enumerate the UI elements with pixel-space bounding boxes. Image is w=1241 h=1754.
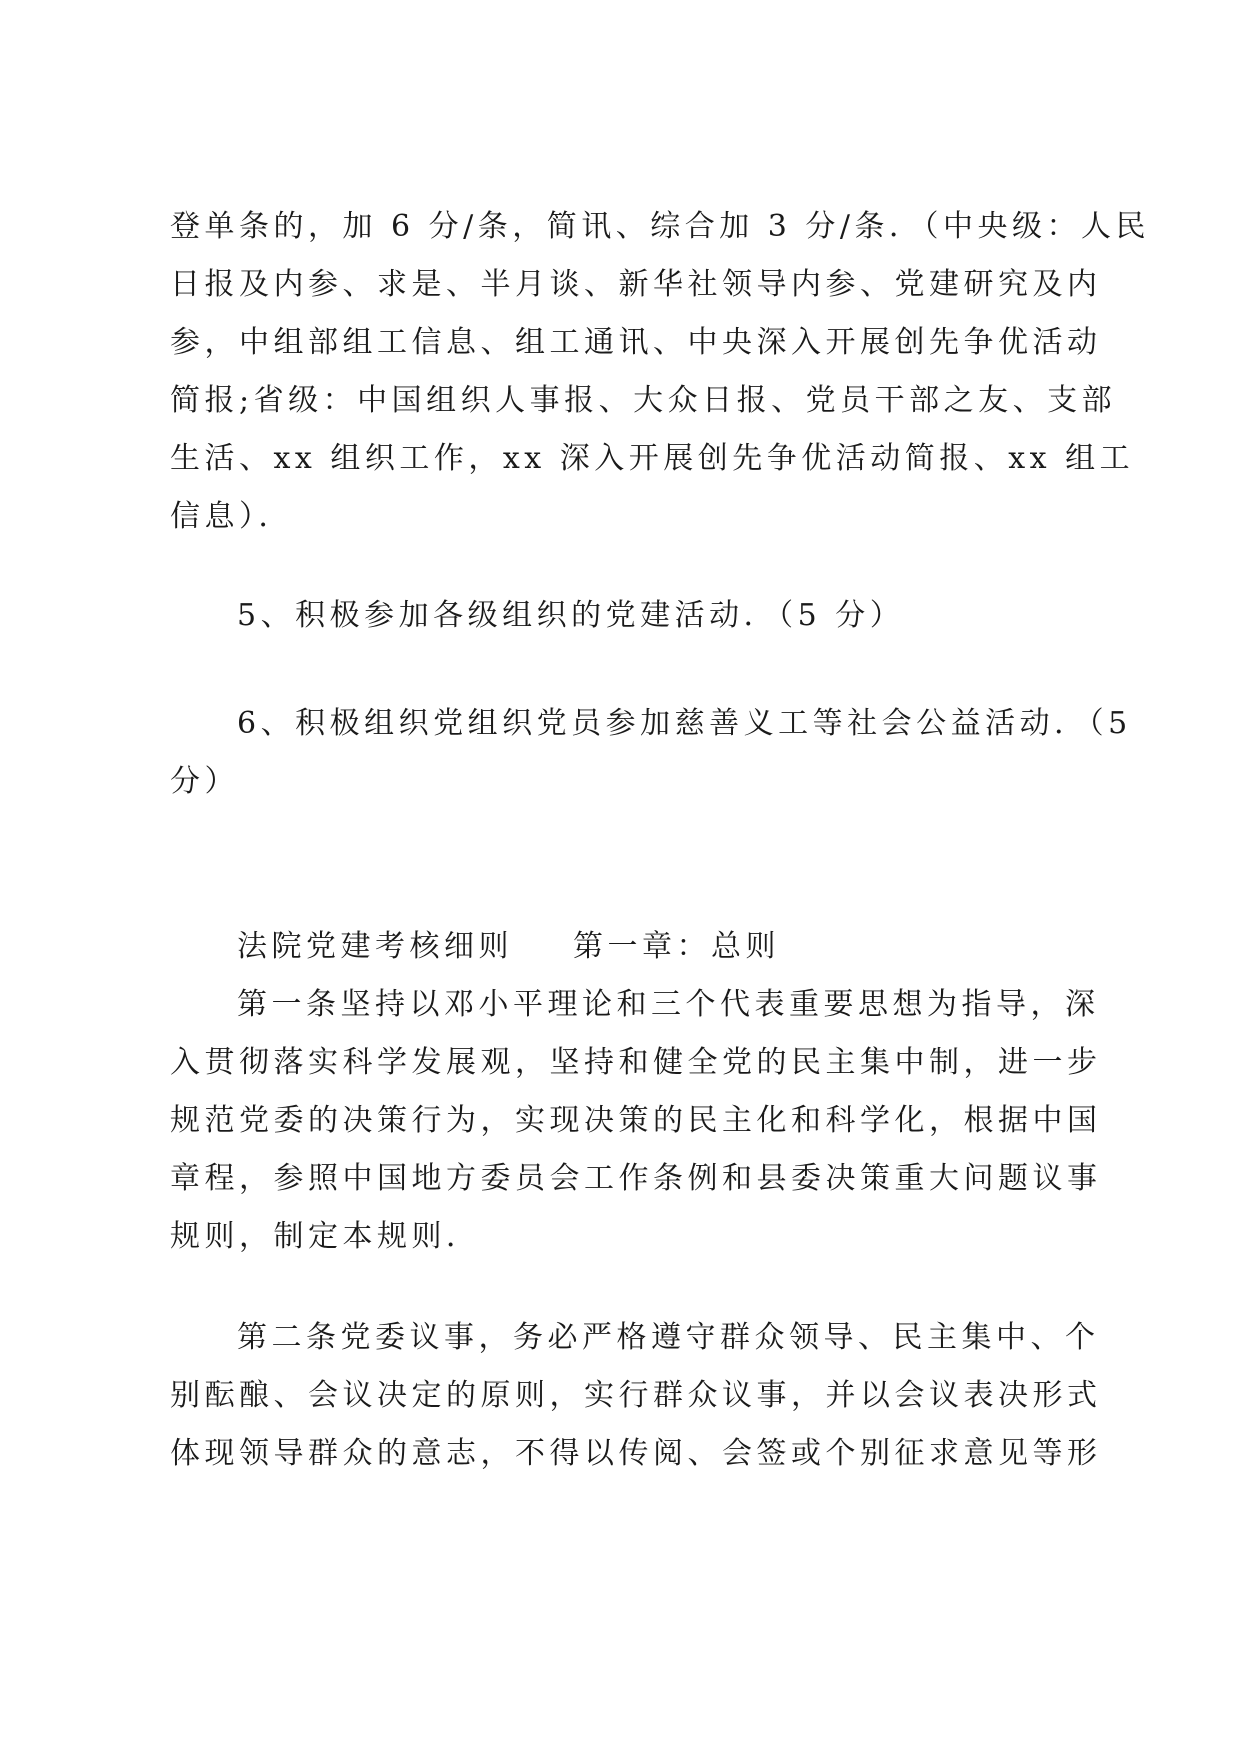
text-line: 第二条党委议事，务必严格遵守群众领导、民主集中、个 <box>237 1320 1100 1355</box>
list-item-5 <box>170 587 1085 645</box>
chapter-title: 第一章：总则 <box>573 929 780 964</box>
text-line: 分） <box>170 764 239 799</box>
section-heading <box>170 918 1085 976</box>
text-line: 入贯彻落实科学发展观，坚持和健全党的民主集中制，进一步 <box>170 1045 1102 1080</box>
text-line: 5、积极参加各级组织的党建活动．（5 分） <box>237 598 905 633</box>
text-line: 日报及内参、求是、半月谈、新华社领导内参、党建研究及内 <box>170 267 1102 302</box>
text-line: 别酝酿、会议决定的原则，实行群众议事，并以会议表决形式 <box>170 1378 1102 1413</box>
text-line: 登单条的，加 6 分/条，简讯、综合加 3 分/条．（中央级：人民 <box>170 209 1151 244</box>
text-line: 规范党委的决策行为，实现决策的民主化和科学化，根据中国 <box>170 1103 1102 1138</box>
section-title: 法院党建考核细则 <box>237 929 513 964</box>
text-line: 规则，制定本规则． <box>170 1219 481 1254</box>
text-line: 简报;省级：中国组织人事报、大众日报、党员干部之友、支部 <box>170 383 1117 418</box>
text-line: 6、积极组织党组织党员参加慈善义工等社会公益活动．（5 <box>237 706 1132 741</box>
text-line: 章程，参照中国地方委员会工作条例和县委决策重大问题议事 <box>170 1161 1102 1196</box>
article-2 <box>170 1309 1102 1483</box>
article-1 <box>170 976 1102 1266</box>
list-item-6 <box>170 695 1132 811</box>
text-line: 信息）． <box>170 499 293 534</box>
text-line: 参，中组部组工信息、组工通讯、中央深入开展创先争优活动 <box>170 325 1102 360</box>
text-line: 生活、xx 组织工作，xx 深入开展创先争优活动简报、xx 组工 <box>170 441 1135 476</box>
paragraph-media-scoring <box>170 198 1151 546</box>
text-line: 体现领导群众的意志，不得以传阅、会签或个别征求意见等形 <box>170 1436 1102 1471</box>
heading-line <box>170 918 1085 976</box>
text-line: 第一条坚持以邓小平理论和三个代表重要思想为指导，深 <box>237 987 1100 1022</box>
